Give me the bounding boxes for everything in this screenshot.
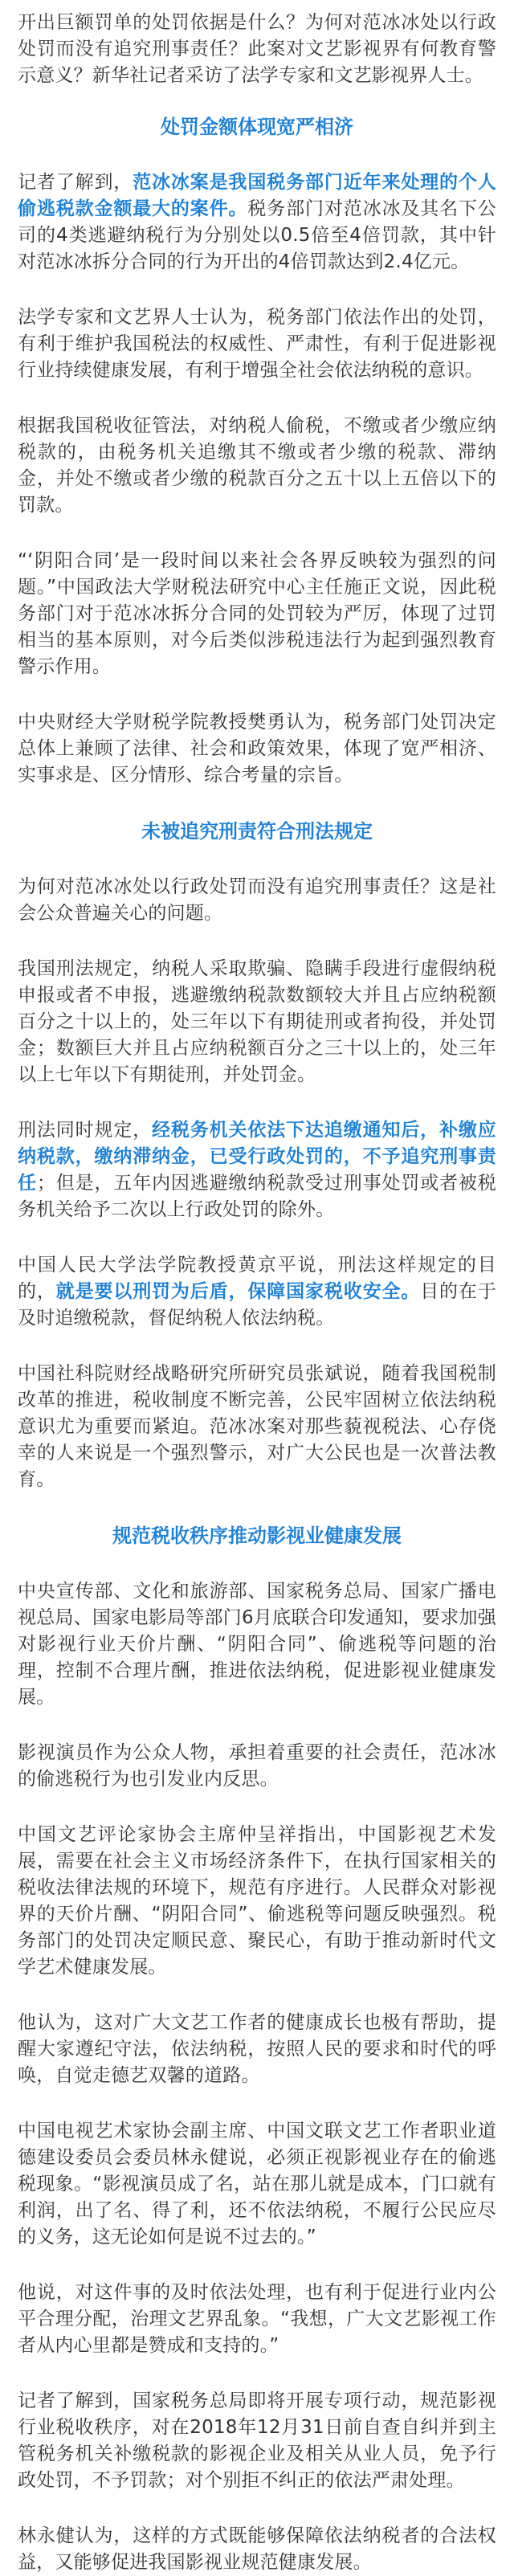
paragraph: “‘阴阳合同’是一段时间以来社会各界反映较为强烈的问题。”中国政法大学财税法研究中心主任施正文说，因此税务部门对于范冰冰拆分合同的处罚较为严厉，体现了过罚相当的基本原则，对今后类似涉税违法行为起到强烈教育警示作用。 bbox=[18, 550, 496, 677]
paragraph: 中央财经大学财税学院教授樊勇认为，税务部门处罚决定总体上兼顾了法律、社会和政策效果，体现了宽严相济、实事求是、区分情形、综合考量的宗旨。 bbox=[18, 712, 496, 786]
paragraph-text: 目的在于及时追缴税款，督促纳税人依法纳税。 bbox=[18, 1281, 496, 1329]
paragraph: 根据我国税收征管法，对纳税人偷税，不缴或者少缴应纳税款的，由税务机关追缴其不缴或者少缴的税款、滞纳金，并处不缴或者少缴的税款百分之五十以上五倍以下的罚款。 bbox=[18, 415, 496, 516]
section-title-criminal-liability: 未被追究刑责符合刑法规定 bbox=[141, 820, 373, 843]
highlighted-text: 就是要以刑罚为后盾，保障国家税收安全。 bbox=[55, 1281, 421, 1302]
paragraph-text: 税务部门对范冰冰及其名下公司的4类逃避纳税行为分别处以0.5倍至4倍罚款，其中针对范冰冰拆分合同的行为开出的4倍罚款达到2.4亿元。 bbox=[18, 198, 496, 272]
paragraph: 中国文艺评论家协会主席仲呈祥指出，中国影视艺术发展，需要在社会主义市场经济条件下，在执行国家相关的税收法律法规的环境下，规范有序进行。人民群众对影视界的天价片酬、“阴阳合同”、偷逃税等问题反映强烈。税务部门的处罚决定顺民意、聚民心，有助于推动新时代文学艺术健康发展。 bbox=[18, 1824, 496, 1978]
paragraph: 影视演员作为公众人物，承担着重要的社会责任，范冰冰的偷逃税行为也引发业内反思。 bbox=[18, 1742, 496, 1790]
highlighted-text: 范冰冰案是我国税务部门近年来处理的个人偷逃税款金额最大的案件。 bbox=[18, 172, 496, 219]
paragraph: 中央宣传部、文化和旅游部、国家税务总局、国家广播电视总局、国家电影局等部门6月底联合印发通知，要求加强对影视行业天价片酬、“阴阳合同”、偷逃税等问题的治理，控制不合理片酬，推进依法纳税，促进影视业健康发展。 bbox=[18, 1581, 496, 1708]
paragraph-text: 记者了解到， bbox=[18, 172, 133, 193]
paragraph-text: 中国人民大学法学院教授黄京平说，刑法这样规定的目的， bbox=[18, 1255, 496, 1302]
paragraph: 他说，对这件事的及时依法处理，也有利于促进行业内公平合理分配，治理文艺界乱象。“我想，广大文艺影视工作者从内心里都是赞成和支持的。” bbox=[18, 2282, 496, 2356]
paragraph: 中国电视艺术家协会副主席、中国文联文艺工作者职业道德建设委员会委员林永健说，必须正视影视业存在的偷逃税现象。“影视演员成了名，站在那儿就是成本，门口就有利润，出了名、得了利，还不依法纳税，不履行公民应尽的义务，这无论如何是说不过去的。” bbox=[18, 2121, 496, 2247]
paragraph-text: ；但是，五年内因逃避缴纳税款受过刑事处罚或者被税务机关给予二次以上行政处罚的除外。 bbox=[18, 1173, 496, 1220]
section-title-penalty: 处罚金额体现宽严相济 bbox=[161, 116, 353, 138]
paragraph: 法学专家和文艺界人士认为，税务部门依法作出的处罚，有利于维护我国税法的权威性、严肃性，有利于促进影视行业持续健康发展，有利于增强全社会依法纳税的意识。 bbox=[18, 307, 496, 381]
paragraph bbox=[18, 1252, 496, 1332]
highlighted-text: 经税务机关依法下达追缴通知后，补缴应纳税款，缴纳滞纳金，已受行政处罚的，不予追究刑事责任 bbox=[18, 1120, 496, 1194]
intro-paragraph: 开出巨额罚单的处罚依据是什么？为何对范冰冰处以行政处罚而没有追究刑事责任？此案对文艺影视界有何教育警示意义？新华社记者采访了法学专家和文艺影视界人士。 bbox=[18, 12, 496, 86]
paragraph: 为何对范冰冰处以行政处罚而没有追究刑事责任？这是社会公众普遍关心的问题。 bbox=[18, 876, 496, 924]
paragraph: 林永健认为，这样的方式既能够保障依法纳税者的合法权益，又能够促进我国影视业规范健康发展。 bbox=[18, 2525, 496, 2573]
paragraph bbox=[18, 1117, 496, 1223]
paragraph-text: 刑法同时规定， bbox=[18, 1120, 153, 1141]
section-title-tax-order: 规范税收秩序推动影视业健康发展 bbox=[112, 1525, 402, 1547]
paragraph: 我国刑法规定，纳税人采取欺骗、隐瞒手段进行虚假纳税申报或者不申报，逃避缴纳税款数额较大并且占应纳税额百分之十以上的，处三年以下有期徒刑或者拘役，并处罚金；数额巨大并且占应纳税额百分之三十以上的，处三年以上七年以下有期徒刑，并处罚金。 bbox=[18, 958, 496, 1085]
paragraph bbox=[18, 169, 496, 276]
paragraph: 记者了解到，国家税务总局即将开展专项行动，规范影视行业税收秩序，对在2018年12月31日前自查自纠并到主管税务机关补缴税款的影视企业及相关从业人员，免予行政处罚，不予罚款；对个别拒不纠正的依法严肃处理。 bbox=[18, 2390, 496, 2491]
paragraph: 他认为，这对广大文艺工作者的健康成长也极有帮助，提醒大家遵纪守法，依法纳税，按照人民的要求和时代的呼唤，自觉走德艺双馨的道路。 bbox=[18, 2012, 496, 2086]
paragraph: 中国社科院财经战略研究所研究员张斌说，随着我国税制改革的推进，税收制度不断完善，公民牢固树立依法纳税意识尤为重要而紧迫。范冰冰案对那些藐视税法、心存侥幸的人来说是一个强烈警示，对广大公民也是一次普法教育。 bbox=[18, 1363, 496, 1490]
